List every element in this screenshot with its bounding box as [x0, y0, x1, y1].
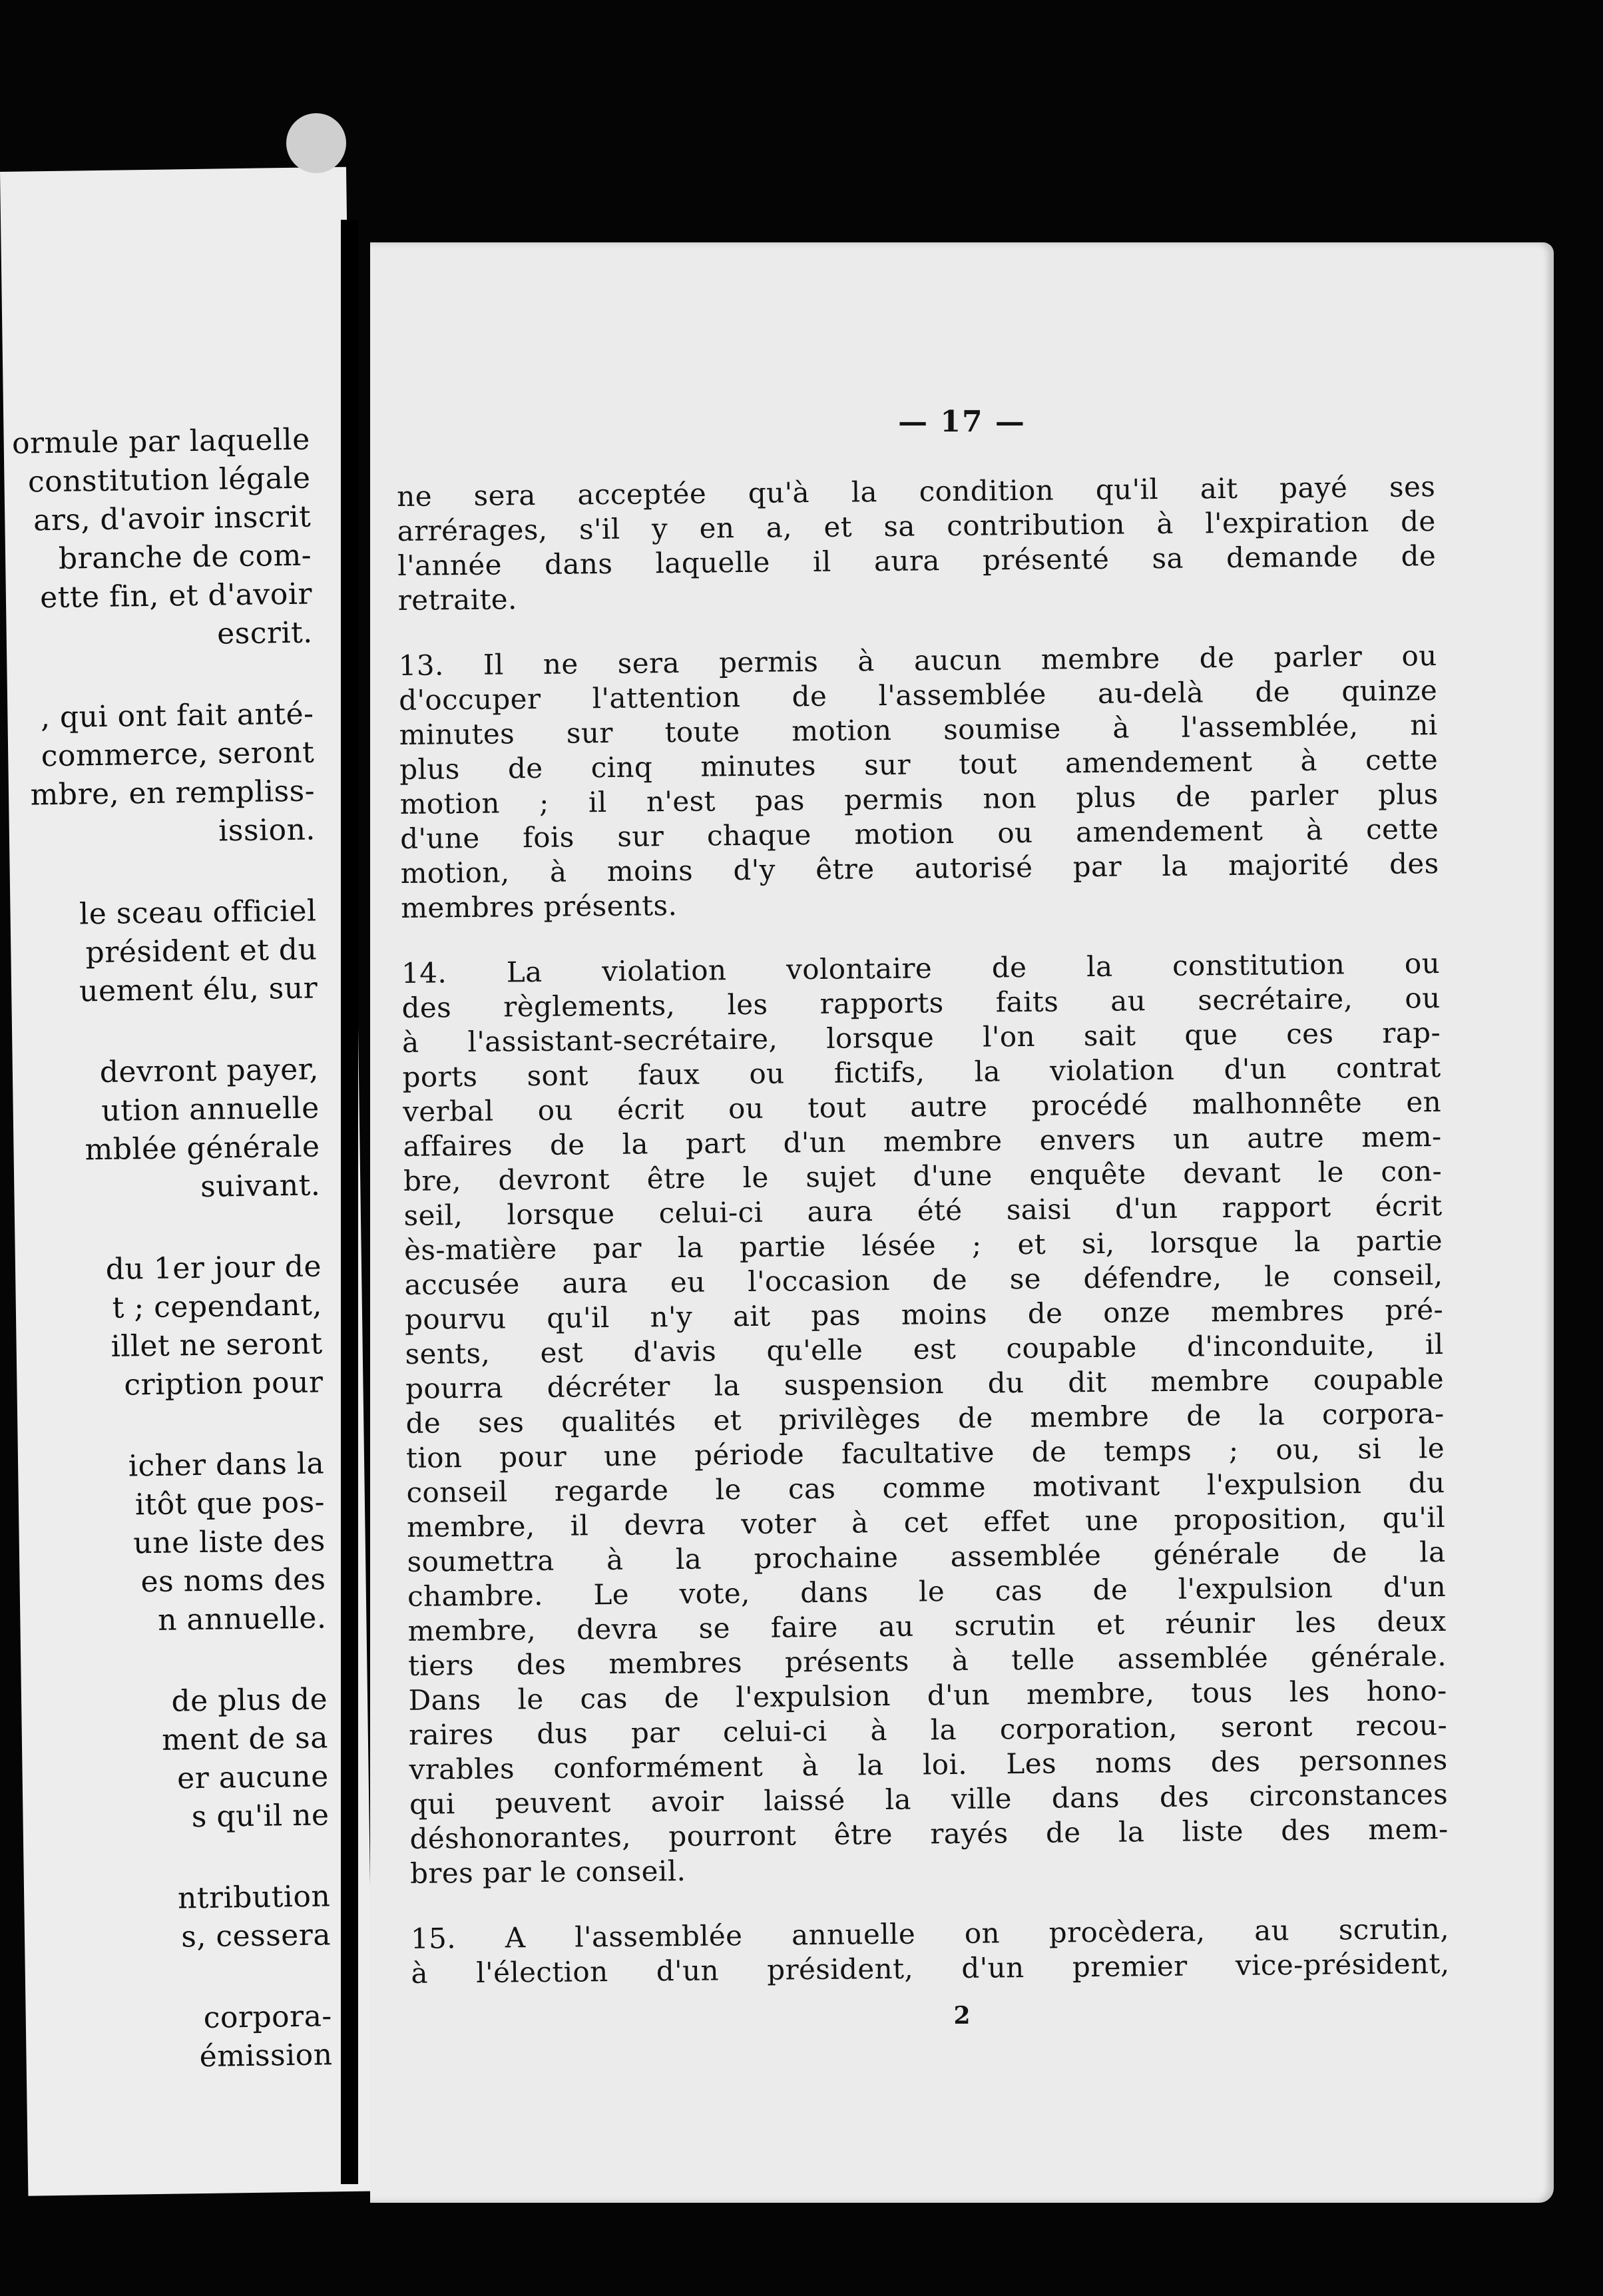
text-line: qui peuvent avoir laissé la ville dans des circonstances — [409, 1777, 1449, 1821]
left-text-line: suivant. — [200, 1168, 321, 1204]
text-line: d'une fois sur chaque motion ou amendement à cette — [399, 812, 1439, 855]
text-line: 15. A l'assemblée annuelle on procèdera, au scrutin, — [410, 1912, 1450, 1955]
left-text-line: commerce, seront — [41, 735, 315, 774]
left-text-line: ment de sa — [161, 1721, 329, 1757]
page-number: — 17 — — [898, 405, 1026, 439]
text-line: raires dus par celui-ci à la corporation, seront recou- — [408, 1708, 1448, 1751]
text-line: pourvu qu'il n'y ait pas moins de onze membres pré- — [404, 1292, 1444, 1336]
text-line: conseil regarde le cas comme motivant l'expulsion du — [406, 1466, 1445, 1509]
text-line: retraite. — [397, 583, 518, 617]
text-line: l'année dans laquelle il aura présenté sa demande de — [397, 539, 1437, 582]
left-paragraph — [13, 1050, 321, 1209]
text-line: ès-matière par la partie lésée ; et si, lorsque la partie — [403, 1223, 1443, 1267]
left-text-line: n annuelle. — [157, 1601, 327, 1637]
text-line: motion ; il n'est pas permis non plus de parler plus — [399, 778, 1439, 820]
text-line: minutes sur toute motion soumise à l'assemblée, ni — [399, 709, 1438, 751]
text-line: ports sont faux ou fictifs, la violation d'un contrat — [402, 1050, 1441, 1093]
right-page-body-text — [397, 469, 1450, 2022]
left-text-line: ntribution — [177, 1879, 331, 1916]
text-line: accusée aura eu l'occasion de se défendre, le conseil, — [404, 1258, 1443, 1301]
left-text-line: du 1er jour de — [105, 1249, 322, 1287]
text-line: de ses qualités et privilèges de membre de la corpora- — [405, 1396, 1445, 1440]
left-page-text — [3, 421, 334, 2122]
left-text-line: mblée générale — [85, 1129, 320, 1167]
text-line: bres par le conseil. — [409, 1854, 686, 1890]
left-text-line: ars, d'avoir inscrit — [33, 499, 312, 538]
left-paragraph — [7, 695, 316, 854]
left-text-line: cription pour — [124, 1365, 324, 1402]
left-text-line: ution annuelle — [101, 1091, 320, 1129]
left-text-line: le sceau officiel — [79, 894, 317, 932]
left-text-line: de plus de — [171, 1682, 328, 1719]
text-line: tion pour une période facultative de temps ; ou, si le — [405, 1431, 1445, 1474]
left-text-line: escrit. — [216, 615, 314, 651]
article-paragraph — [401, 946, 1449, 1891]
left-text-line: ission. — [218, 812, 316, 848]
signature-mark: 2 — [953, 2002, 971, 2030]
left-text-line: s qu'il ne — [191, 1798, 330, 1835]
left-text-line: uement élu, sur — [79, 971, 318, 1009]
left-paragraph — [10, 892, 318, 1011]
book-gutter — [341, 220, 358, 2184]
left-text-line: devront payer, — [99, 1052, 320, 1090]
left-text-line: ormule par laquelle — [11, 422, 311, 461]
left-text-line: itôt que pos- — [134, 1485, 326, 1522]
left-paragraph — [21, 1680, 330, 1839]
left-paragraph — [24, 1877, 332, 1958]
left-facing-page — [0, 167, 374, 2196]
text-line: d'occuper l'attention de l'assemblée au-delà de quinze — [398, 674, 1438, 717]
left-text-line: émission — [199, 2038, 333, 2074]
paper-speck — [286, 113, 346, 173]
text-line: membre, il devra voter à cet effet une proposition, qu'il — [406, 1500, 1446, 1544]
article-paragraph — [397, 469, 1437, 618]
left-text-line: constitution légale — [27, 461, 311, 499]
text-line: à l'assistant-secrétaire, lorsque l'on sait que ces rap- — [401, 1015, 1441, 1059]
text-line: bre, devront être le sujet d'une enquête devant le con- — [403, 1154, 1443, 1197]
left-text-line: illet ne seront — [111, 1326, 323, 1364]
text-line: motion, à moins d'y être autorisé par la majorité des — [400, 846, 1439, 890]
left-text-line: mbre, en rempliss- — [30, 774, 316, 812]
left-paragraph — [18, 1444, 327, 1641]
text-line: vrables conformément à la loi. Les noms des personnes — [409, 1743, 1448, 1786]
left-text-line: es noms des — [140, 1562, 326, 1599]
text-line: membres présents. — [400, 888, 678, 924]
text-line: affaires de la part d'un membre envers un autre mem- — [403, 1119, 1442, 1163]
left-text-line: ette fin, et d'avoir — [39, 577, 313, 615]
left-paragraph — [25, 1997, 333, 2078]
left-text-line: une liste des — [133, 1524, 326, 1561]
article-paragraph — [398, 639, 1439, 926]
left-text-line: t ; cependant, — [112, 1288, 323, 1325]
text-line: 13. Il ne sera permis à aucun membre de parler ou — [398, 639, 1437, 682]
left-text-line: icher dans la — [128, 1446, 325, 1484]
text-line: déshonorantes, pourront être rayés de la liste des mem- — [409, 1812, 1449, 1855]
left-paragraph — [15, 1247, 324, 1406]
text-line: verbal ou écrit ou tout autre procédé malhonnête en — [402, 1085, 1442, 1128]
text-line: des règlements, les rapports faits au secrétaire, ou — [401, 981, 1441, 1024]
text-line: Dans le cas de l'expulsion d'un membre, tous les hono- — [408, 1673, 1447, 1717]
text-line: sents, est d'avis qu'elle est coupable d'inconduite, il — [405, 1327, 1444, 1370]
left-text-line: corpora- — [203, 1999, 333, 2035]
text-line: membre, devra se faire au scrutin et réunir les deux — [407, 1604, 1447, 1647]
left-paragraph — [3, 421, 313, 657]
text-line: soumettra à la prochaine assemblée générale de la — [407, 1535, 1446, 1578]
text-line: à l'élection d'un président, d'un premier vice-président, — [411, 1946, 1450, 1990]
text-line: plus de cinq minutes sur tout amendement à cette — [399, 743, 1439, 786]
text-line: seil, lorsque celui-ci aura été saisi d'un rapport écrit — [403, 1189, 1443, 1232]
right-page — [370, 242, 1554, 2203]
left-text-line: er aucune — [176, 1759, 330, 1796]
text-line: chambre. Le vote, dans le cas de l'expulsion d'un — [407, 1570, 1447, 1613]
left-text-line: président et du — [85, 932, 318, 970]
article-paragraph — [411, 1912, 1450, 1991]
text-line: pourra décréter la suspension du dit membre coupable — [405, 1362, 1445, 1405]
left-text-line: branche de com- — [58, 538, 312, 576]
text-line: ne sera acceptée qu'à la condition qu'il ait payé ses — [397, 470, 1436, 513]
text-line: arrérages, s'il y en a, et sa contribution à l'expiration de — [397, 505, 1436, 547]
left-text-line: s, cessera — [180, 1918, 332, 1954]
text-line: 14. La violation volontaire de la constitution ou — [401, 946, 1441, 990]
text-line: tiers des membres présents à telle assemblée générale. — [407, 1639, 1447, 1682]
left-text-line: , qui ont fait anté- — [40, 697, 314, 735]
